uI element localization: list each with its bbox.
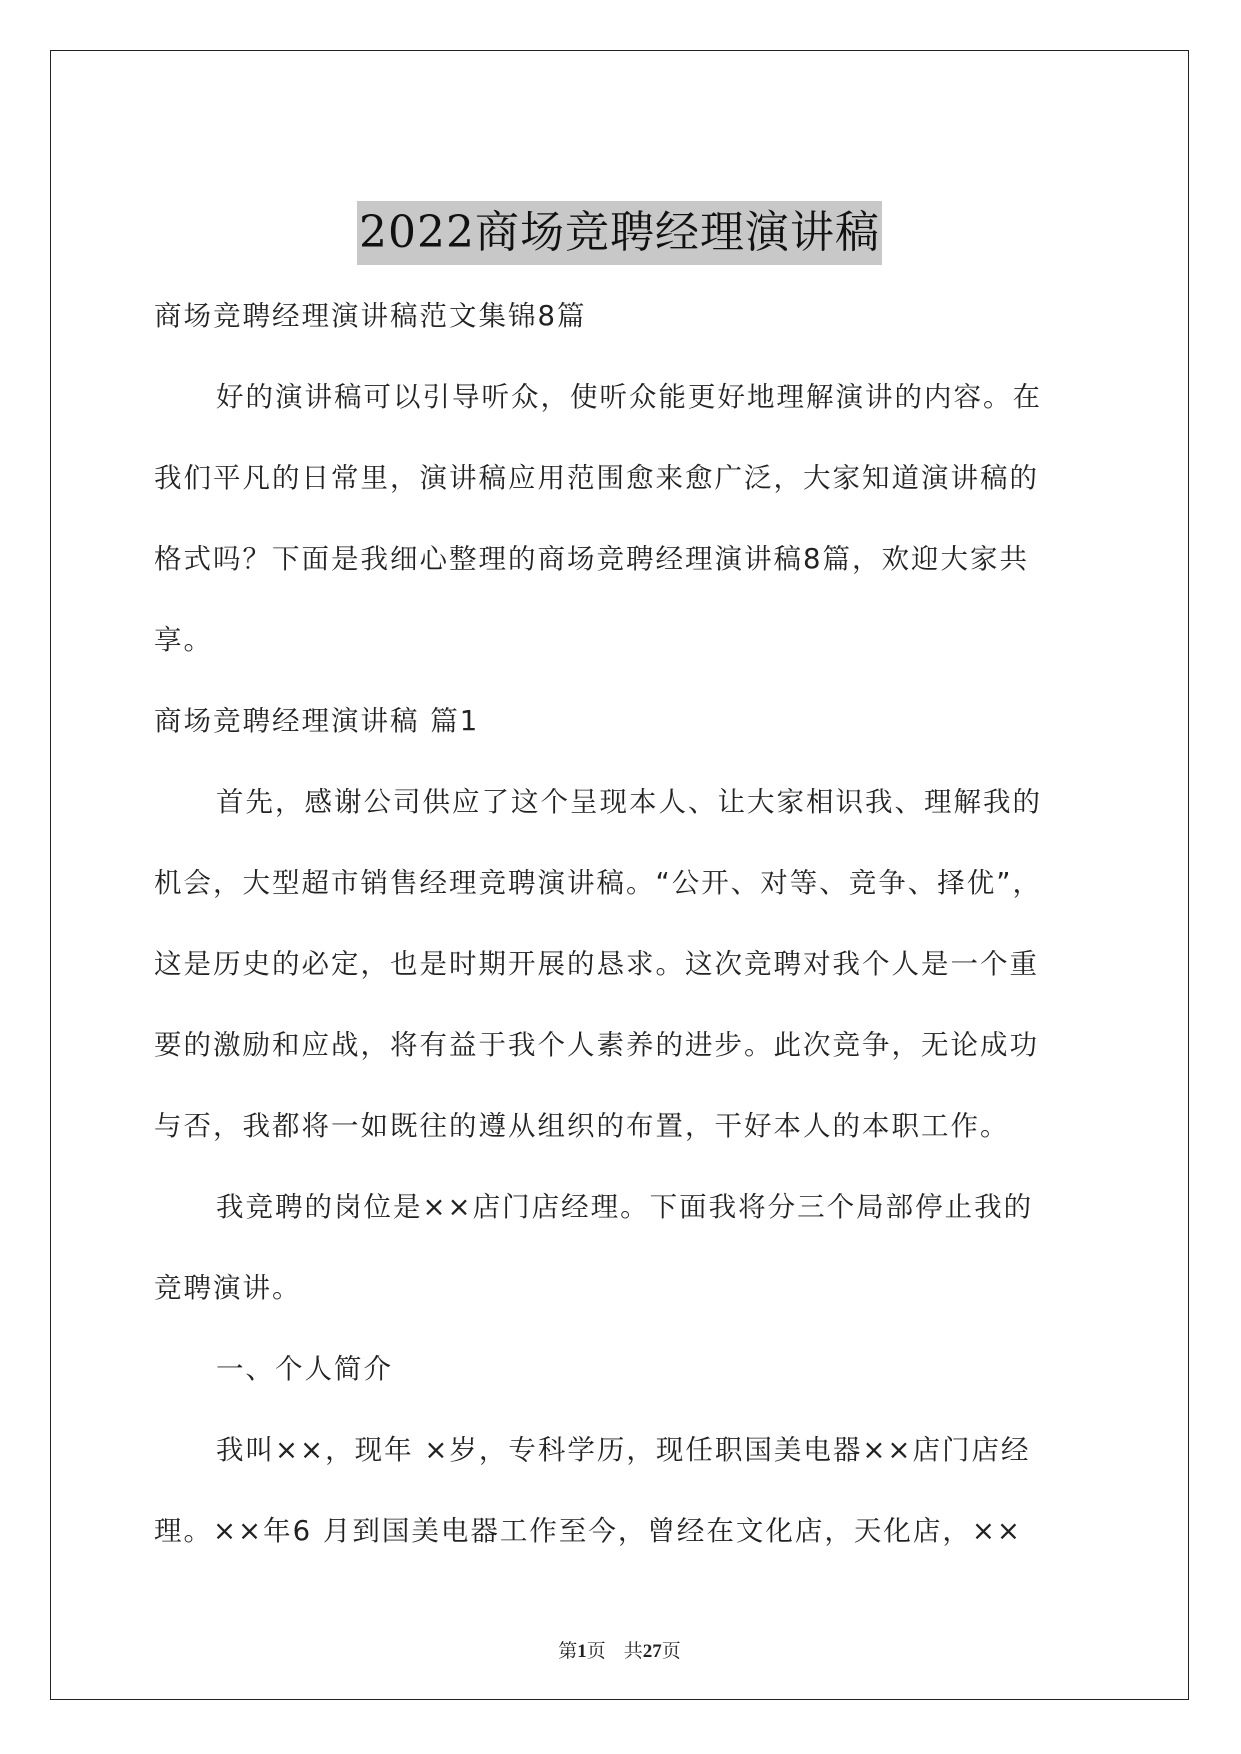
paragraph-line: 理。××年6 月到国美电器工作至今，曾经在文化店，天化店，×× xyxy=(154,1515,1022,1547)
page-suffix: 页 xyxy=(586,1641,606,1662)
subsection-heading: 一、个人简介 xyxy=(216,1353,393,1385)
paragraph-line: 首先，感谢公司供应了这个呈现本人、让大家相识我、理解我的 xyxy=(216,786,1042,818)
collection-heading: 商场竞聘经理演讲稿范文集锦8篇 xyxy=(154,300,587,332)
paragraph-line: 与否，我都将一如既往的遵从组织的布置，干好本人的本职工作。 xyxy=(154,1110,1010,1142)
paragraph-line: 要的激励和应战，将有益于我个人素养的进步。此次竞争，无论成功 xyxy=(154,1029,1039,1061)
paragraph-line: 享。 xyxy=(154,624,213,656)
total-pages: 27 xyxy=(642,1641,662,1662)
paragraph-line: 竞聘演讲。 xyxy=(154,1272,302,1304)
paragraph-line: 格式吗？下面是我细心整理的商场竞聘经理演讲稿8篇，欢迎大家共 xyxy=(154,543,1029,575)
paragraph-line: 这是历史的必定，也是时期开展的恳求。这次竞聘对我个人是一个重 xyxy=(154,948,1039,980)
document-body xyxy=(154,276,1094,1572)
paragraph-line: 我叫××，现年 ×岁，专科学历，现任职国美电器××店门店经 xyxy=(216,1434,1031,1466)
total-prefix: 共 xyxy=(623,1641,643,1662)
paragraph-line: 我们平凡的日常里，演讲稿应用范围愈来愈广泛，大家知道演讲稿的 xyxy=(154,462,1039,494)
total-suffix: 页 xyxy=(661,1641,681,1662)
paragraph-line: 我竞聘的岗位是××店门店经理。下面我将分三个局部停止我的 xyxy=(216,1191,1034,1223)
document-title: 2022商场竞聘经理演讲稿 xyxy=(357,201,882,265)
paragraph-line: 好的演讲稿可以引导听众，使听众能更好地理解演讲的内容。在 xyxy=(216,381,1042,413)
page-footer xyxy=(51,1636,1188,1663)
section-heading: 商场竞聘经理演讲稿 篇1 xyxy=(154,705,480,737)
page-number: 1 xyxy=(577,1641,587,1662)
document-page xyxy=(50,50,1189,1700)
paragraph-line: 机会，大型超市销售经理竞聘演讲稿。“公开、对等、竞争、择优”， xyxy=(154,867,1042,899)
page-prefix: 第 xyxy=(558,1641,578,1662)
